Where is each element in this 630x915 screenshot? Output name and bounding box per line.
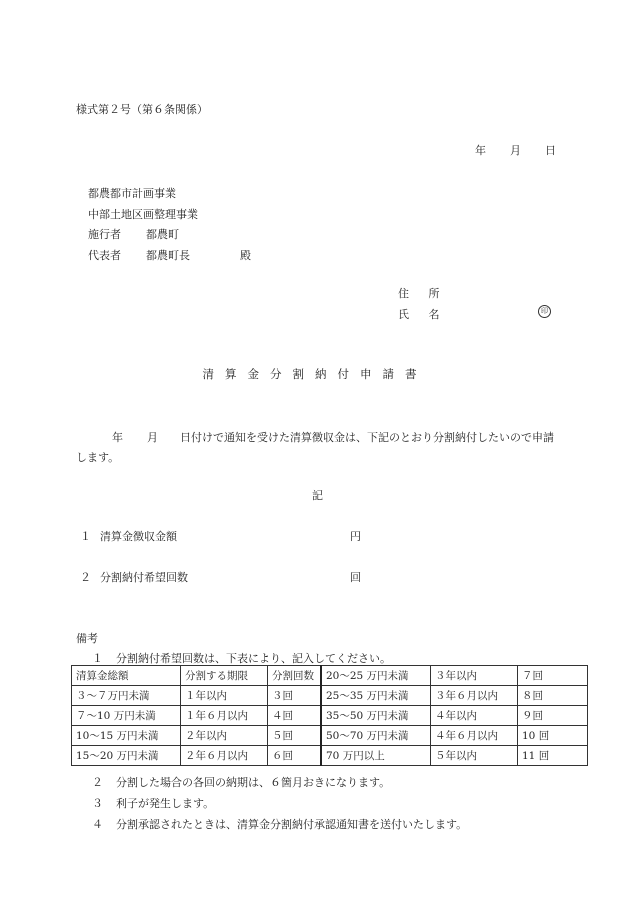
note-text: 利子が発生します。 — [116, 797, 215, 810]
note-number: ３ — [92, 797, 103, 810]
table-cell: ３年以内 — [431, 666, 518, 686]
table-cell: ７回 — [518, 666, 588, 686]
item-installments — [80, 569, 361, 585]
note-item — [92, 816, 467, 832]
applicant-block — [398, 284, 551, 325]
table-cell: 50～70 万円未満 — [321, 726, 431, 746]
body-text — [76, 428, 556, 468]
document-title: 清算金分割納付申請書 — [202, 367, 428, 381]
form-number: 様式第２号（第６条関係） — [76, 103, 208, 116]
representative-value: 都農町長 — [146, 248, 190, 262]
item-amount — [80, 528, 361, 544]
body-year: 年 — [112, 431, 123, 444]
table-row — [72, 726, 588, 746]
seal-mark: 印 — [538, 305, 551, 318]
note-item — [92, 650, 391, 666]
date-line — [475, 142, 556, 158]
representative-row — [88, 246, 251, 267]
body-month: 月 — [147, 431, 158, 444]
applicant-address-row — [398, 284, 551, 305]
item-label: 分割納付希望回数 — [100, 571, 188, 584]
table-cell: 分割する期限 — [181, 666, 268, 686]
item-unit: 回 — [350, 571, 361, 584]
note-text: 分割した場合の各回の納期は、６箇月おきになります。 — [116, 776, 391, 789]
table-cell: ２年６月以内 — [181, 746, 268, 766]
executor-value: 都農町 — [146, 228, 179, 241]
note-number: ２ — [92, 776, 103, 789]
item-label: 清算金徴収金額 — [100, 530, 177, 543]
table-row — [72, 666, 588, 686]
executor-label: 施行者 — [88, 228, 121, 241]
table-cell: ５回 — [268, 726, 322, 746]
note-number: ４ — [92, 818, 103, 831]
table-cell: 清算金総額 — [72, 666, 181, 686]
table-row — [72, 686, 588, 706]
date-month: 月 — [510, 144, 521, 157]
addressee-project-sub: 中部土地区画整理事業 — [88, 207, 198, 221]
table-cell: ４年６月以内 — [431, 726, 518, 746]
table-row — [72, 706, 588, 726]
note-item — [92, 795, 214, 811]
table-cell: 35～50 万円未満 — [321, 706, 431, 726]
note-text: 分割承認されたときは、清算金分割納付承認通知書を送付いたします。 — [116, 818, 468, 831]
table-cell: 10～15 万円未満 — [72, 726, 181, 746]
table-cell: 分割回数 — [268, 666, 322, 686]
table-cell: 20～25 万円未満 — [321, 666, 431, 686]
applicant-name-row — [398, 305, 551, 326]
table-cell: ４年以内 — [431, 706, 518, 726]
honorific: 殿 — [240, 248, 251, 262]
table-cell: 15～20 万円未満 — [72, 746, 181, 766]
table-cell: ３～７万円未満 — [72, 686, 181, 706]
note-number: １ — [92, 652, 103, 665]
table-cell: ４回 — [268, 706, 322, 726]
installment-schedule-table — [71, 665, 588, 766]
table-cell: 10 回 — [518, 726, 588, 746]
table-cell: ９回 — [518, 706, 588, 726]
table-cell: １年以内 — [181, 686, 268, 706]
address-label: 住 所 — [398, 287, 448, 300]
date-year: 年 — [475, 144, 486, 157]
table-cell: ２年以内 — [181, 726, 268, 746]
executor-row — [88, 225, 251, 246]
table-row — [72, 746, 588, 766]
table-cell: ３回 — [268, 686, 322, 706]
note-item — [92, 774, 390, 790]
remarks-heading: 備考 — [76, 632, 98, 645]
addressee-project: 都農都市計画事業 — [88, 187, 176, 200]
addressee-block — [88, 184, 251, 266]
representative-label: 代表者 — [88, 248, 121, 262]
table-cell: ３年６月以内 — [431, 686, 518, 706]
note-text: 分割納付希望回数は、下表により、記入してください。 — [116, 652, 391, 665]
table-cell: ８回 — [518, 686, 588, 706]
table-cell: １年６月以内 — [181, 706, 268, 726]
table-cell: ５年以内 — [431, 746, 518, 766]
item-number: １ — [80, 530, 91, 543]
body-sentence: 日付けで通知を受けた清算徴収金は、下記のとおり分割納付したいので申請します。 — [76, 431, 554, 464]
item-number: ２ — [80, 571, 91, 584]
item-unit: 円 — [350, 530, 361, 543]
table-cell: 70 万円以上 — [321, 746, 431, 766]
table-cell: ６回 — [268, 746, 322, 766]
name-label: 氏 名 — [398, 307, 448, 321]
table-cell: ７～10 万円未満 — [72, 706, 181, 726]
table-cell: 25～35 万円未満 — [321, 686, 431, 706]
date-day: 日 — [545, 144, 556, 157]
table-cell: 11 回 — [518, 746, 588, 766]
ki-heading: 記 — [312, 489, 323, 502]
